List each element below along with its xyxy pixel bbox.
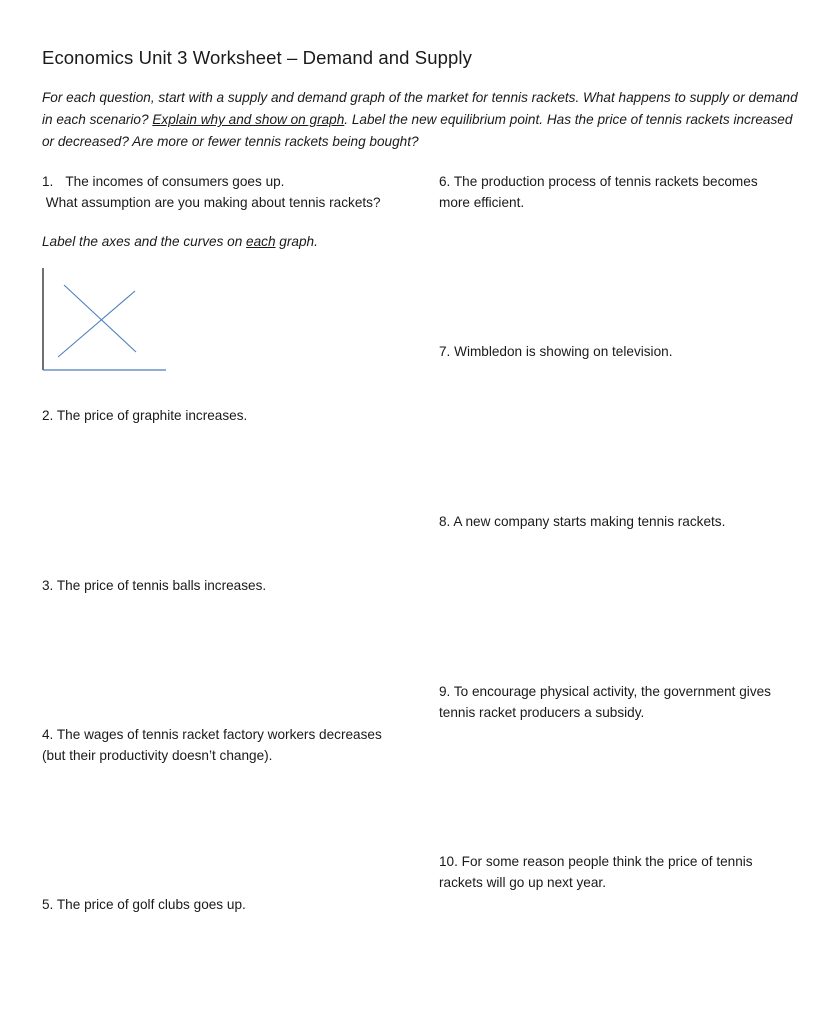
question-8: 8. A new company starts making tennis rackets. [439, 514, 726, 529]
question-6-line-2: more efficient. [439, 195, 525, 210]
question-1 [42, 171, 381, 213]
question-6 [439, 171, 758, 213]
page-title: Economics Unit 3 Worksheet – Demand and Supply [42, 47, 472, 68]
question-9-line-2: tennis racket producers a subsidy. [439, 705, 645, 720]
instructions-text-2: . Label the new equilibrium point. Has the price of tennis rackets increased or decreased? Are more or fewer tennis rackets being bought? [42, 112, 793, 149]
instructions-text-1: For each question, start with a supply and demand graph of the market for tennis rackets. What happens to supply or demand in each scenario? [42, 90, 798, 127]
question-7: 7. Wimbledon is showing on television. [439, 344, 673, 359]
question-9-line-1: 9. To encourage physical activity, the government gives [439, 684, 771, 699]
supply-curve [58, 291, 135, 357]
instructions-underlined: Explain why and show on graph [152, 112, 345, 127]
supply-demand-graph [40, 266, 170, 376]
instructions-paragraph [42, 87, 802, 153]
question-1-text: The incomes of consumers goes up. [65, 174, 285, 189]
label-axes-note [42, 234, 318, 249]
question-2: 2. The price of graphite increases. [42, 408, 248, 423]
question-9 [439, 681, 771, 723]
question-4 [42, 724, 382, 766]
question-5: 5. The price of golf clubs goes up. [42, 897, 246, 912]
label-note-text: Label the axes and the curves on [42, 234, 247, 249]
question-4-line-1: 4. The wages of tennis racket factory workers decreases [42, 727, 382, 742]
question-10 [439, 851, 753, 893]
label-note-underlined: each [246, 234, 276, 249]
question-1-number: 1. [42, 174, 54, 189]
question-6-line-1: 6. The production process of tennis rackets becomes [439, 174, 758, 189]
question-10-line-2: rackets will go up next year. [439, 875, 606, 890]
label-note-text-end: graph. [275, 234, 318, 249]
question-1-line-2: What assumption are you making about tennis rackets? [42, 195, 381, 210]
question-4-line-2: (but their productivity doesn’t change). [42, 748, 273, 763]
question-10-line-1: 10. For some reason people think the price of tennis [439, 854, 753, 869]
question-1-line-1 [42, 171, 381, 192]
question-3: 3. The price of tennis balls increases. [42, 578, 267, 593]
